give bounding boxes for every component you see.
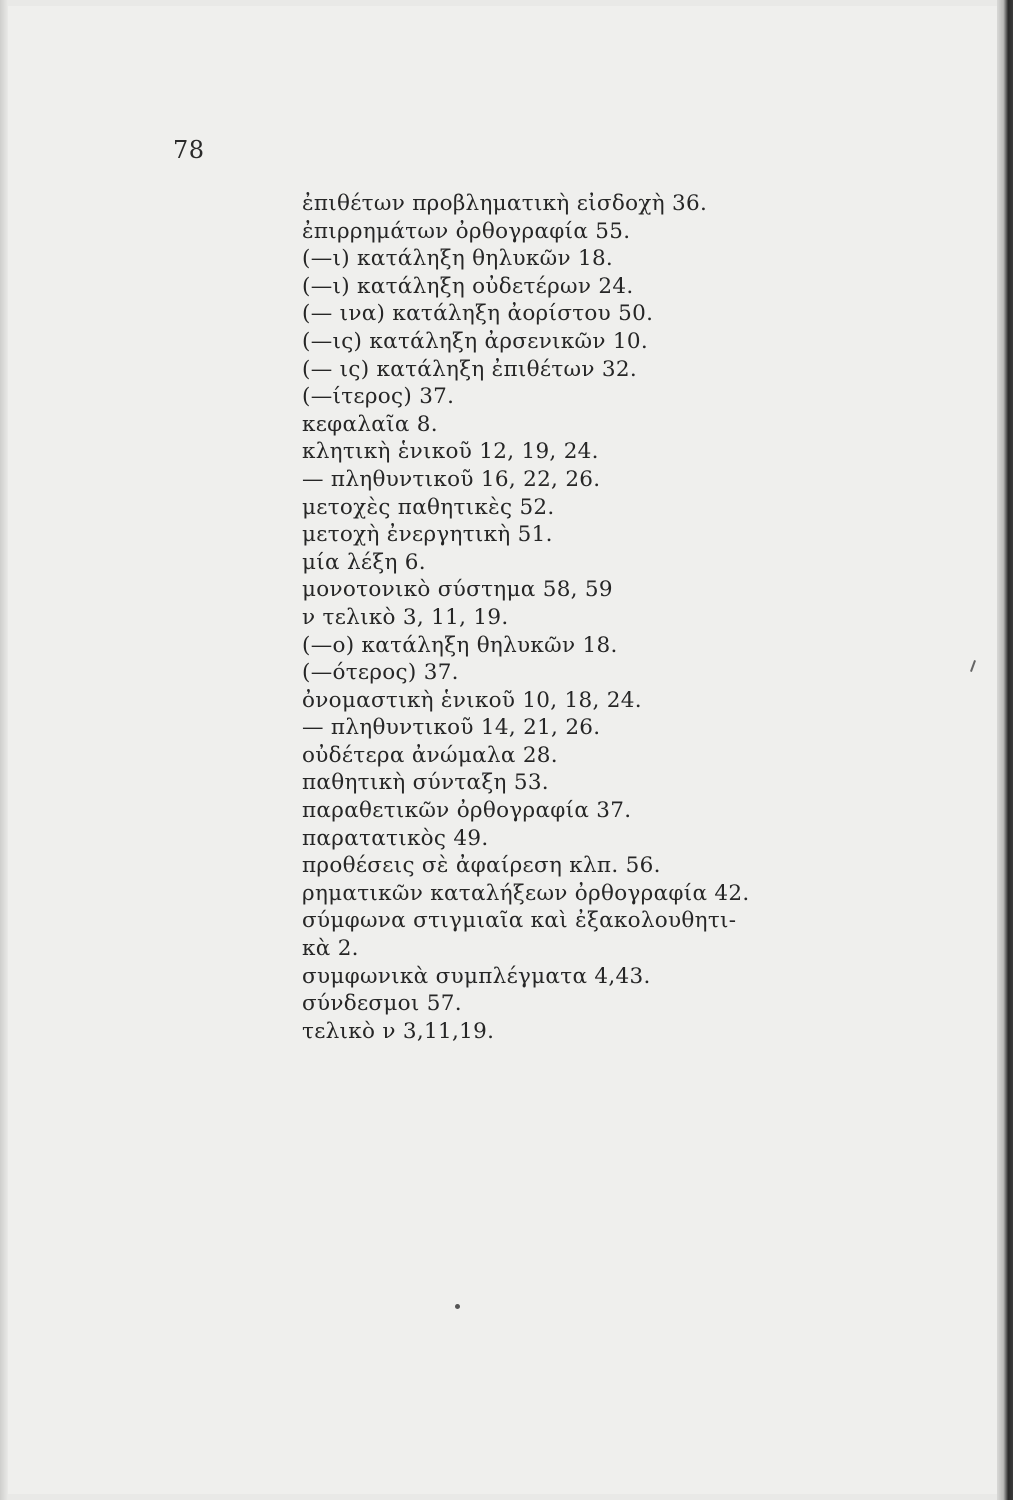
index-entry: (—ι) κατάληξη θηλυκῶν 18. (302, 246, 614, 272)
index-entry: κὰ 2. (302, 936, 359, 962)
index-entry: οὐδέτερα ἀνώμαλα 28. (302, 742, 558, 768)
index-entry: (— ις) κατάληξη ἐπιθέτων 32. (302, 356, 637, 382)
index-entry: κεφαλαῖα 8. (302, 411, 438, 437)
index-entry: κλητικὴ ἑνικοῦ 12, 19, 24. (302, 439, 599, 465)
scan-right-edge (997, 0, 1013, 1500)
index-entry: (—ι) κατάληξη οὐδετέρων 24. (302, 273, 634, 299)
index-entry: σύμφωνα στιγμιαῖα καὶ ἐξακολουθητι- (302, 908, 737, 934)
index-entry: παθητικὴ σύνταξη 53. (302, 770, 549, 796)
index-entry: ἐπιρρημάτων ὀρθογραφία 55. (302, 218, 631, 244)
index-entry: (—ο) κατάληξη θηλυκῶν 18. (302, 632, 618, 658)
index-entry: (—ίτερος) 37. (302, 384, 455, 410)
index-entry: σύνδεσμοι 57. (302, 991, 462, 1017)
scan-left-shadow (0, 0, 8, 1500)
index-entry: (—ότερος) 37. (302, 660, 459, 686)
index-entry: — πληθυντικοῦ 16, 22, 26. (302, 466, 601, 492)
index-entry: προθέσεις σὲ ἀφαίρεση κλπ. 56. (302, 853, 661, 879)
index-entry: τελικὸ ν 3,11,19. (302, 1018, 495, 1044)
index-entry: ἐπιθέτων προβληματικὴ εἰσδοχὴ 36. (302, 191, 708, 216)
index-entry: ν τελικὸ 3, 11, 19. (302, 604, 509, 630)
index-entry: — πληθυντικοῦ 14, 21, 26. (302, 715, 601, 741)
index-entry: παραθετικῶν ὀρθογραφία 37. (302, 798, 632, 824)
index-entry: μία λέξη 6. (302, 549, 426, 575)
page-number: 78 (173, 136, 205, 164)
index-entry: παρατατικὸς 49. (302, 825, 489, 851)
dust-speck (455, 1304, 460, 1309)
index-entry: μονοτονικὸ σύστημα 58, 59 (302, 577, 613, 603)
index-entry: μετοχὴ ἐνεργητικὴ 51. (302, 522, 553, 548)
index-entry: συμφωνικὰ συμπλέγματα 4,43. (302, 963, 651, 989)
index-entry: μετοχὲς παθητικὲς 52. (302, 494, 555, 520)
index-entry: ρηματικῶν καταλήξεων ὀρθογραφία 42. (302, 880, 750, 906)
index-entry: (—ις) κατάληξη ἀρσενικῶν 10. (302, 328, 648, 354)
index-entry: (— ινα) κατάληξη ἀορίστου 50. (302, 301, 654, 327)
index-entry: ὀνομαστικὴ ἑνικοῦ 10, 18, 24. (302, 687, 642, 713)
index-list (302, 190, 750, 1045)
